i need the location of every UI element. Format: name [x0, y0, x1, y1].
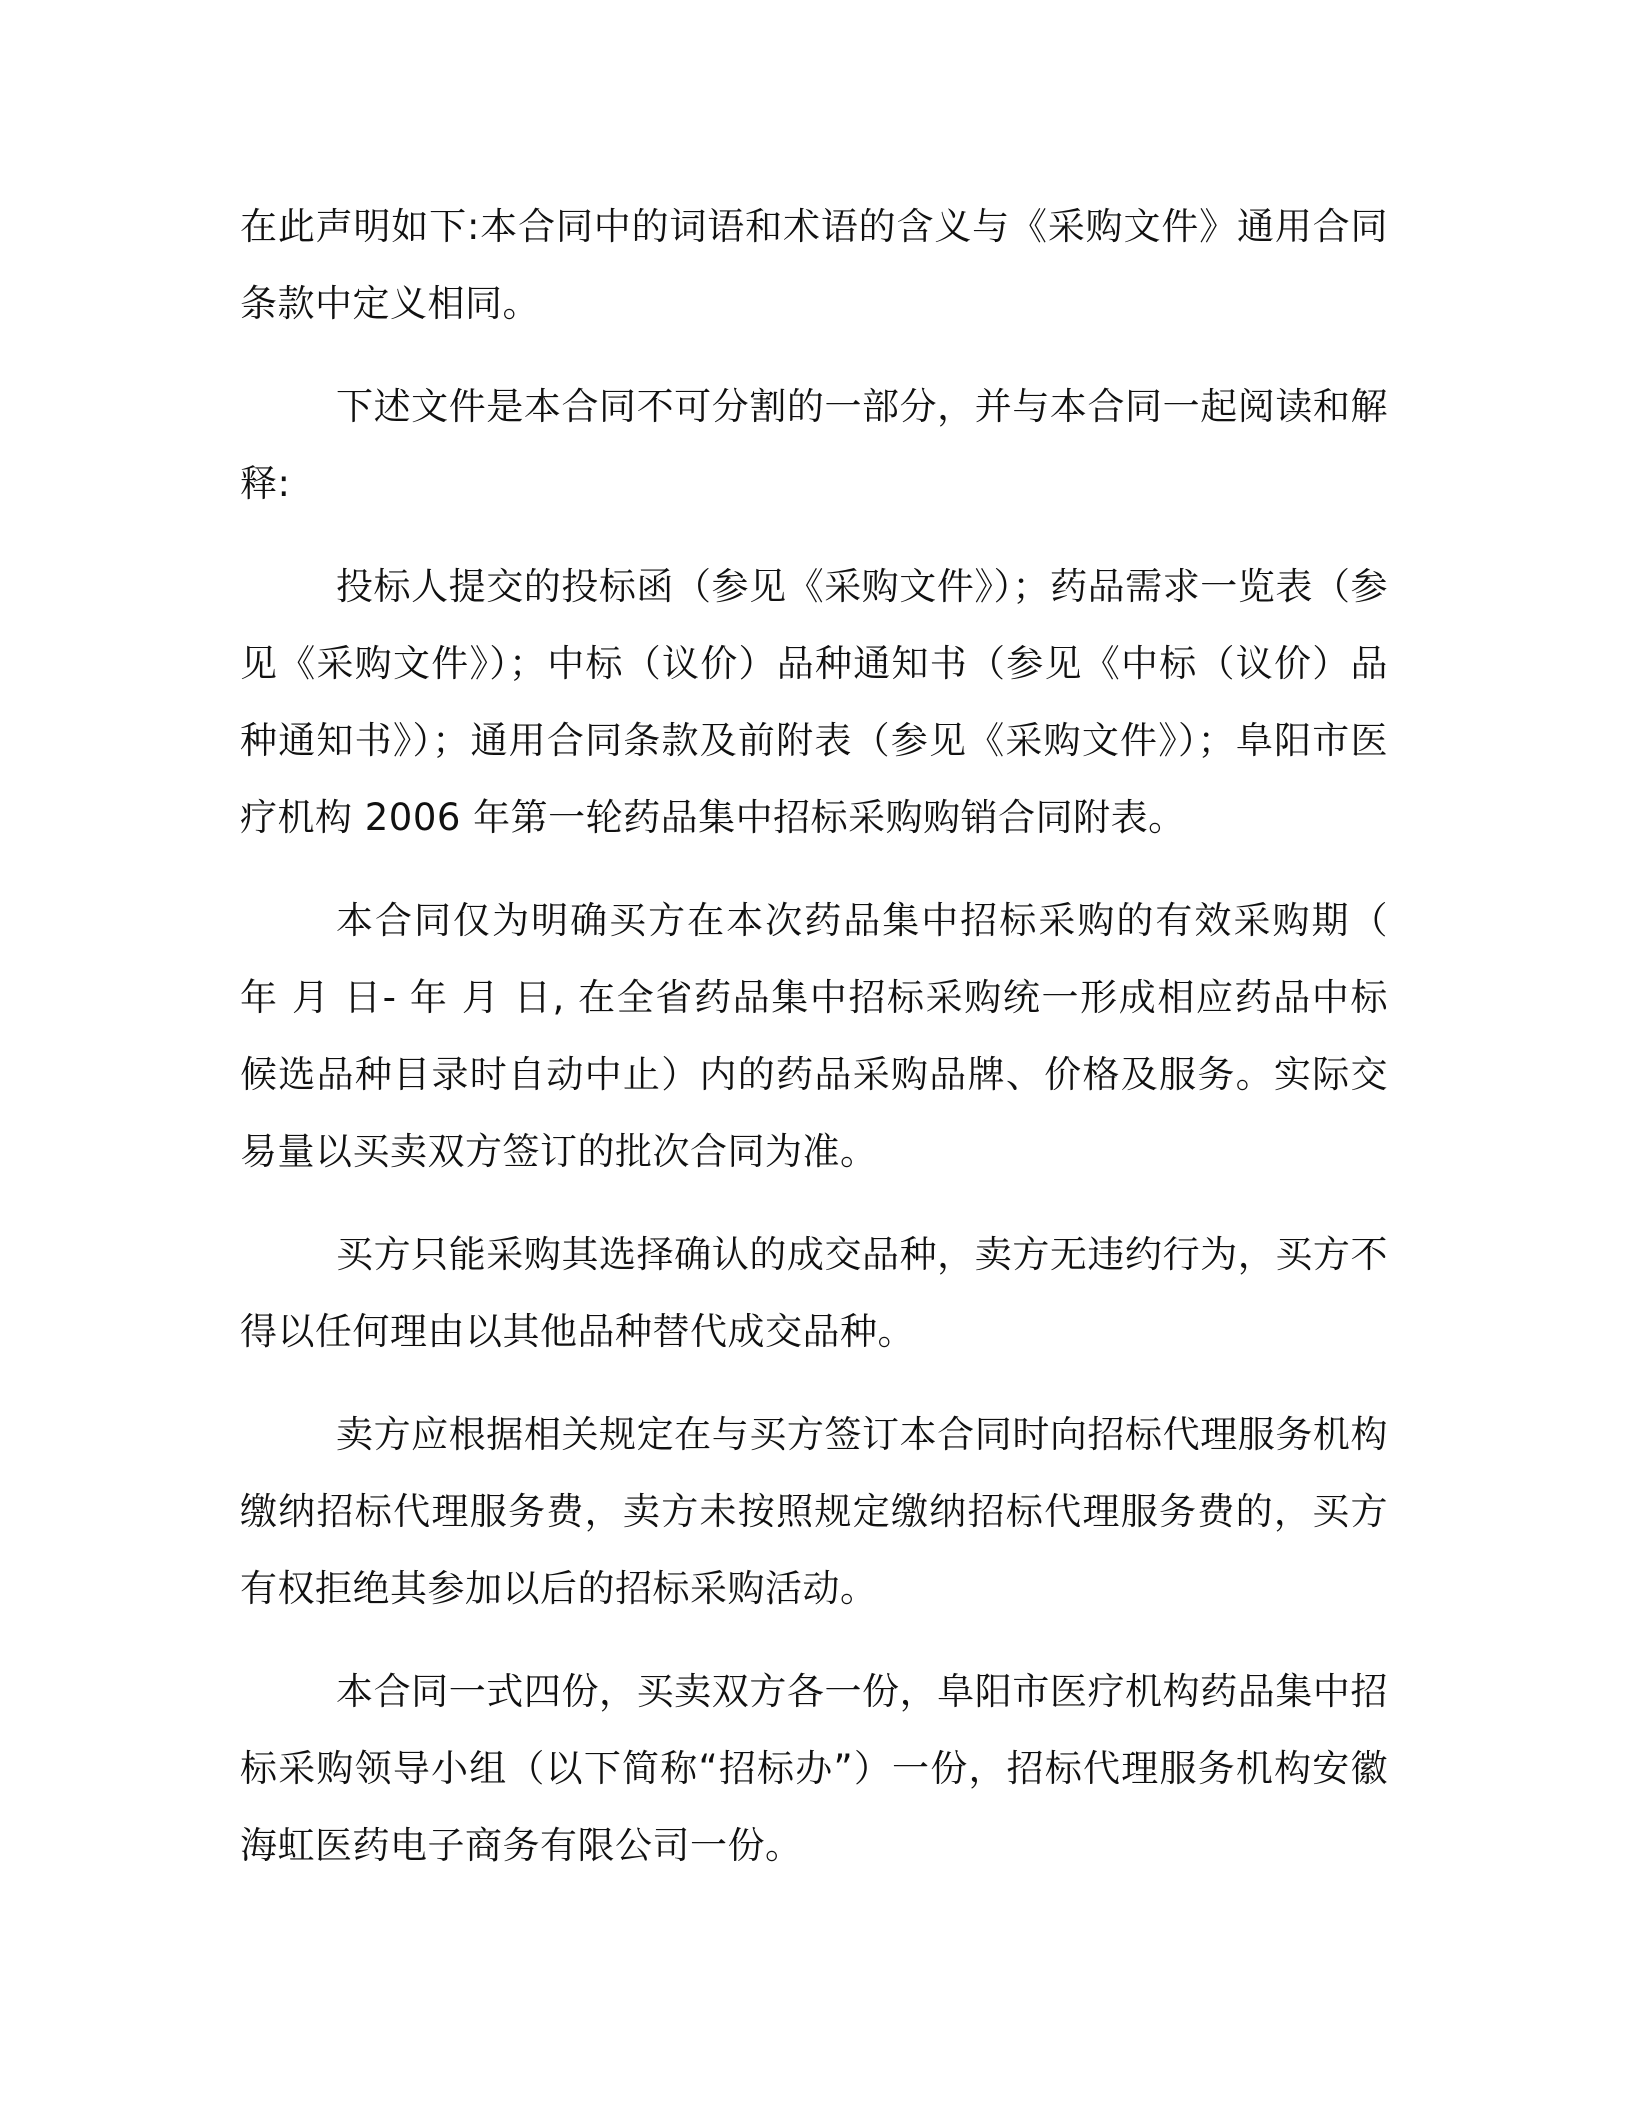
contract-body — [240, 188, 1388, 1910]
paragraph-copies: 本合同一式四份，买卖双方各一份，阜阳市医疗机构药品集中招标采购领导小组（以下简称“招标办”）一份，招标代理服务机构安徽海虹医药电子商务有限公司一份。 — [240, 1670, 1388, 1867]
paragraph-definitions: 在此声明如下:本合同中的词语和术语的含义与《采购文件》通用合同条款中定义相同。 — [240, 205, 1388, 325]
paragraph-documents-list: 投标人提交的投标函（参见《采购文件》）；药品需求一览表（参见《采购文件》）；中标（议价）品种通知书（参见《中标（议价）品种通知书》）；通用合同条款及前附表（参见《采购文件》）；阜阳市医疗机构 2006 年第一轮药品集中招标采购购销合同附表。 — [240, 565, 1388, 839]
paragraph-documents-intro: 下述文件是本合同不可分割的一部分，并与本合同一起阅读和解释: — [240, 385, 1388, 505]
paragraph-service-fee: 卖方应根据相关规定在与买方签订本合同时向招标代理服务机构缴纳招标代理服务费，卖方未按照规定缴纳招标代理服务费的，买方有权拒绝其参加以后的招标采购活动。 — [240, 1413, 1388, 1610]
paragraph-substitution: 买方只能采购其选择确认的成交品种，卖方无违约行为，买方不得以任何理由以其他品种替代成交品种。 — [240, 1233, 1388, 1353]
paragraph-procurement-period: 本合同仅为明确买方在本次药品集中招标采购的有效采购期（ 年 月 日- 年 月 日, 在全省药品集中招标采购统一形成相应药品中标候选品种目录时自动中止）内的药品采购品牌、价格及服务。实际交易量以买卖双方签订的批次合同为准。 — [240, 899, 1388, 1173]
